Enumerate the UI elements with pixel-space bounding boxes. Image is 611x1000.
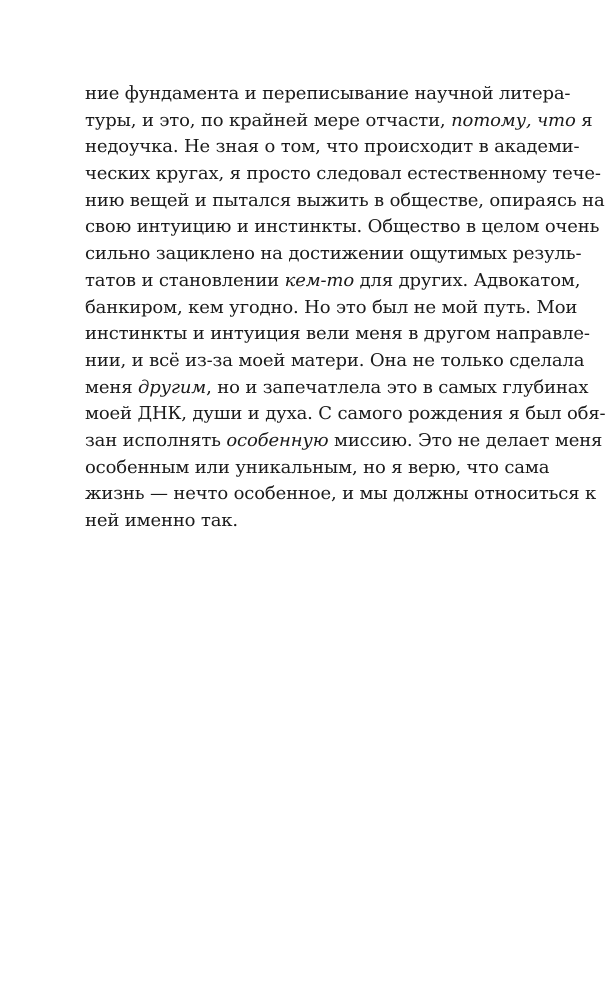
text-run: миссию. Это не делает меня (328, 429, 603, 451)
text-run: инстинкты и интуиция вели меня в другом направле- (85, 323, 590, 345)
text-line (85, 81, 571, 108)
text-line (85, 295, 578, 322)
text-line (85, 428, 603, 455)
text-run: туры, и это, по крайней мере отчасти, (85, 109, 452, 131)
text-run: нии, и всё из-за моей матери. Она не только сделала (85, 349, 585, 371)
italic-phrase: особенную (226, 429, 329, 451)
text-run: , но и запечатлела это в самых глубинах (206, 376, 589, 398)
text-run: для других. Адвокатом, (354, 269, 581, 291)
text-run: особенным или уникальным, но я верю, что сама (85, 456, 550, 478)
text-line (85, 481, 597, 508)
text-run: меня (85, 376, 138, 398)
text-line (85, 401, 606, 428)
text-line (85, 161, 601, 188)
body-paragraph (85, 81, 606, 535)
text-run: татов и становлении (85, 269, 285, 291)
text-line (85, 134, 580, 161)
text-run: ние фундамента и переписывание научной литера- (85, 83, 571, 104)
text-line (85, 455, 550, 482)
italic-phrase: потому, что (451, 109, 576, 131)
text-line (85, 108, 593, 135)
text-line (85, 348, 585, 375)
italic-phrase: кем-то (284, 269, 355, 291)
text-run: ческих кругах, я просто следовал естественному тече- (85, 163, 601, 185)
text-run: я (575, 109, 593, 131)
text-line (85, 188, 605, 215)
italic-phrase: другим (137, 376, 207, 398)
text-run: жизнь — нечто особенное, и мы должны относиться к (85, 483, 597, 505)
text-run: недоучка. Не зная о том, что происходит в академи- (85, 136, 580, 158)
text-line (85, 321, 590, 348)
text-line (85, 214, 600, 241)
text-run: свою интуицию и инстинкты. Общество в целом очень (85, 216, 600, 238)
text-line (85, 241, 582, 268)
text-run: моей ДНК, души и духа. С самого рождения я был обя- (85, 403, 606, 425)
text-run: банкиром, кем угодно. Но это был не мой путь. Мои (85, 296, 578, 318)
text-run: нию вещей и пытался выжить в обществе, опираясь на (85, 189, 605, 211)
text-line (85, 375, 589, 402)
text-line (85, 508, 529, 535)
text-run: зан исполнять (85, 429, 227, 451)
text-line (85, 268, 581, 295)
text-run: ней именно так. (85, 510, 238, 531)
text-run: сильно зациклено на достижении ощутимых резуль- (85, 243, 582, 265)
